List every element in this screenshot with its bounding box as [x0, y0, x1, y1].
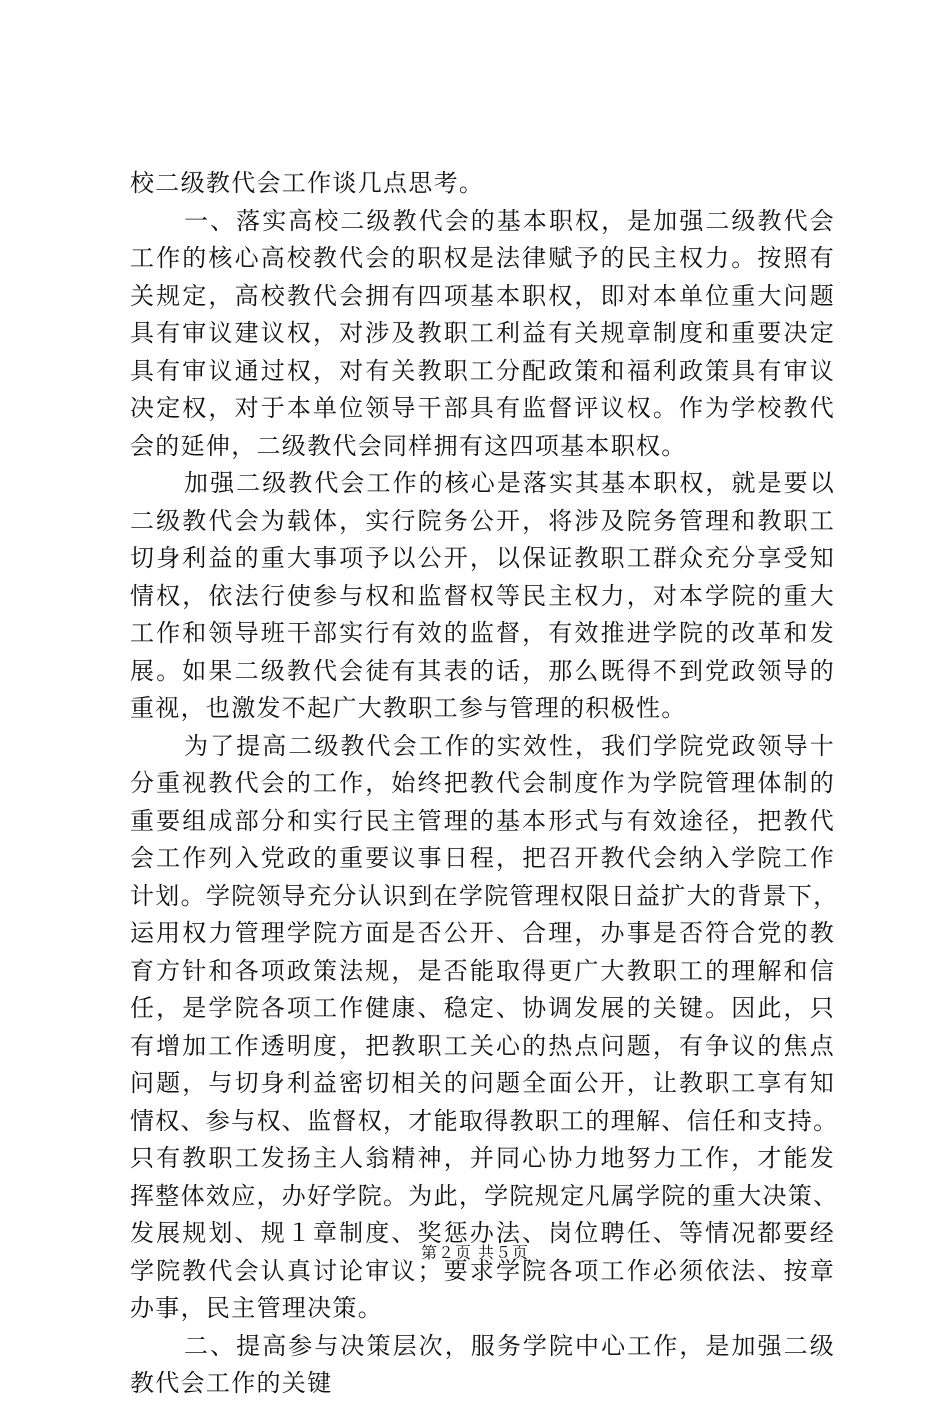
text-line: 切身利益的重大事项予以公开，以保证教职工群众充分享受知: [130, 544, 835, 572]
text-line: 情权，依法行使参与权和监督权等民主权力，对本学院的重大: [130, 581, 835, 610]
document-body: [130, 165, 839, 1403]
text-line: 决定权，对于本单位领导干部具有监督评议权。作为学校教代: [130, 394, 835, 422]
text-line: 挥整体效应，办好学院。为此，学院规定凡属学院的重大决策、: [130, 1181, 839, 1210]
text-line: 重要组成部分和实行民主管理的基本形式与有效途径，把教代: [130, 806, 835, 835]
text-line: 育方针和各项政策法规，是否能取得更广大教职工的理解和信: [130, 956, 835, 985]
text-line: 任，是学院各项工作健康、稳定、协调发展的关键。因此，只: [130, 994, 835, 1022]
text-line: 会工作列入党政的重要议事日程，把召开教代会纳入学院工作: [130, 844, 835, 872]
text-line: 办事，民主管理决策。: [130, 1294, 383, 1322]
text-line: 学院教代会认真讨论审议；要求学院各项工作必须依法、按章: [130, 1256, 835, 1285]
text-line: 只有教职工发扬主人翁精神，并同心协力地努力工作，才能发: [130, 1144, 835, 1172]
page-number-label: 第２页 共５页: [420, 1243, 530, 1262]
text-line: 教代会工作的关键: [130, 1369, 333, 1397]
text-line: 会的延伸，二级教代会同样拥有这四项基本职权。: [130, 431, 687, 460]
text-line: 问题，与切身利益密切相关的问题全面公开，让教职工享有知: [130, 1069, 835, 1097]
text-line: 二级教代会为载体，实行院务公开，将涉及院务管理和教职工: [130, 506, 835, 535]
text-line: 分重视教代会的工作，始终把教代会制度作为学院管理体制的: [130, 769, 835, 797]
text-line: 计划。学院领导充分认识到在学院管理权限日益扩大的背景下，: [130, 881, 839, 910]
text-line: 加强二级教代会工作的核心是落实其基本职权，就是要以: [184, 469, 835, 497]
text-line: 有增加工作透明度，把教职工关心的热点问题，有争议的焦点: [130, 1031, 835, 1060]
text-line: 二、提高参与决策层次，服务学院中心工作，是加强二级: [184, 1331, 835, 1360]
text-line: 重视，也激发不起广大教职工参与管理的积极性。: [130, 694, 687, 722]
text-line: 校二级教代会工作谈几点思考。: [130, 169, 485, 197]
text-line: 工作和领导班干部实行有效的监督，有效推进学院的改革和发: [130, 619, 835, 647]
text-line: 具有审议通过权，对有关教职工分配政策和福利政策具有审议: [130, 356, 835, 385]
text-line: 发展规划、规１章制度、奖惩办法、岗位聘任、等情况都要经: [130, 1219, 835, 1247]
text-line: 为了提高二级教代会工作的实效性，我们学院党政领导十: [184, 731, 835, 760]
text-line: 展。如果二级教代会徒有其表的话，那么既得不到党政领导的: [130, 656, 835, 685]
text-line: 一、落实高校二级教代会的基本职权，是加强二级教代会: [184, 206, 835, 235]
page-footer: [0, 1243, 950, 1263]
text-line: 运用权力管理学院方面是否公开、合理，办事是否符合党的教: [130, 919, 835, 947]
text-line: 工作的核心高校教代会的职权是法律赋予的民主权力。按照有: [130, 244, 835, 272]
text-line: 情权、参与权、监督权，才能取得教职工的理解、信任和支持。: [130, 1106, 839, 1135]
text-line: 具有审议建议权，对涉及教职工利益有关规章制度和重要决定: [130, 319, 835, 347]
text-line: 关规定，高校教代会拥有四项基本职权，即对本单位重大问题: [130, 281, 835, 310]
